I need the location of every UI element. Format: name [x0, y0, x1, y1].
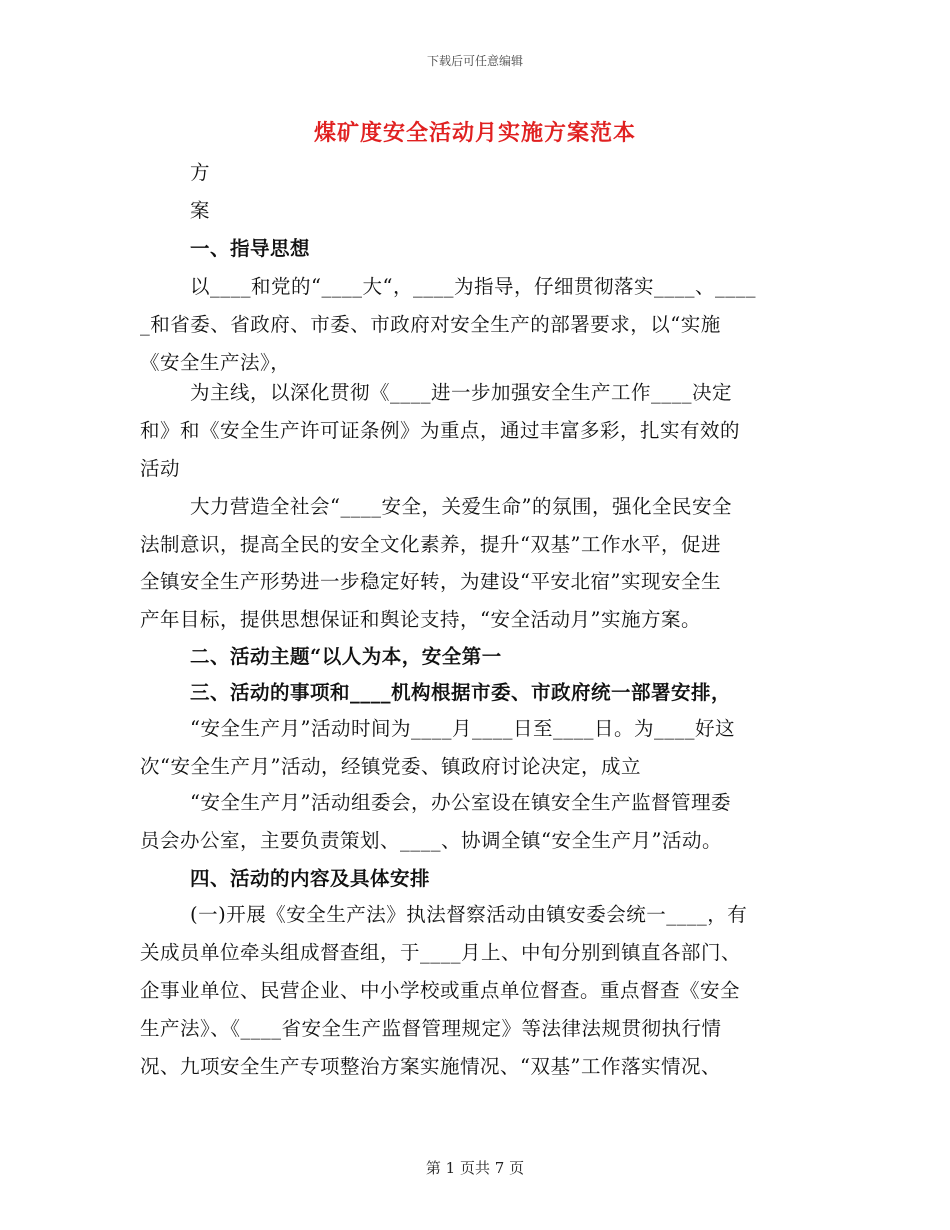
body-line: “安全生产月”活动时间为____月____日至____日。为____好这 [190, 717, 735, 740]
section-heading-3: 三、活动的事项和____机构根据市委、市政府统一部署安排， [190, 681, 732, 704]
body-line: (一)开展《安全生产法》执法督察活动由镇安委会统一____，有 [190, 903, 748, 926]
body-line: 生产法》、《____省安全生产监督管理规定》等法律法规贯彻执行情 [140, 1017, 722, 1040]
body-line: 活动 [140, 457, 181, 480]
body-line: 关成员单位牵头组成督查组，于____月上、中旬分别到镇直各部门、 [140, 941, 742, 964]
header-note: 下载后可任意编辑 [426, 54, 523, 68]
document-title: 煤矿度安全活动月实施方案范本 [313, 120, 636, 146]
page-number: 第 1 页共 7 页 [425, 1159, 525, 1177]
body-line: 和》和《安全生产许可证条例》为重点，通过丰富多彩，扎实有效的 [140, 419, 741, 442]
body-line: 企事业单位、民营企业、中小学校或重点单位督查。重点督查《安全 [140, 979, 741, 1002]
body-line: 大力营造全社会“____安全，关爱生命”的氛围，强化全民安全 [190, 495, 732, 518]
section-heading-1: 一、指导思想 [190, 237, 311, 260]
body-line: 法制意识，提高全民的安全文化素养，提升“双基”工作水平，促进 [140, 533, 721, 556]
body-line: 《安全生产法》， [140, 351, 291, 374]
body-line: 为主线，以深化贯彻《____进一步加强安全生产工作____决定 [190, 381, 733, 404]
section-heading-4: 四、活动的内容及具体安排 [190, 867, 431, 890]
body-line: 员会办公室，主要负责策划、____、协调全镇“安全生产月”活动。 [140, 829, 722, 852]
body-line: 案 [190, 199, 211, 222]
body-line: 况、九项安全生产专项整治方案实施情况、“双基”工作落实情况、 [140, 1055, 721, 1078]
body-line: _和省委、省政府、市委、市政府对安全生产的部署要求，以“实施 [140, 313, 721, 336]
body-line: “安全生产月”活动组委会，办公室设在镇安全生产监督管理委 [190, 791, 731, 814]
body-line: 以____和党的“____大“，____为指导，仔细贯彻落实____、____ [190, 275, 756, 298]
body-line: 产年目标，提供思想保证和舆论支持，“安全活动月”实施方案。 [140, 608, 701, 631]
body-line: 次“安全生产月”活动，经镇党委、镇政府讨论决定，成立 [140, 755, 641, 778]
body-line: 全镇安全生产形势进一步稳定好转，为建设“平安北宿”实现安全生 [140, 570, 721, 593]
body-line: 方 [190, 161, 211, 184]
section-heading-2: 二、活动主题“以人为本，安全第一 [190, 645, 502, 668]
